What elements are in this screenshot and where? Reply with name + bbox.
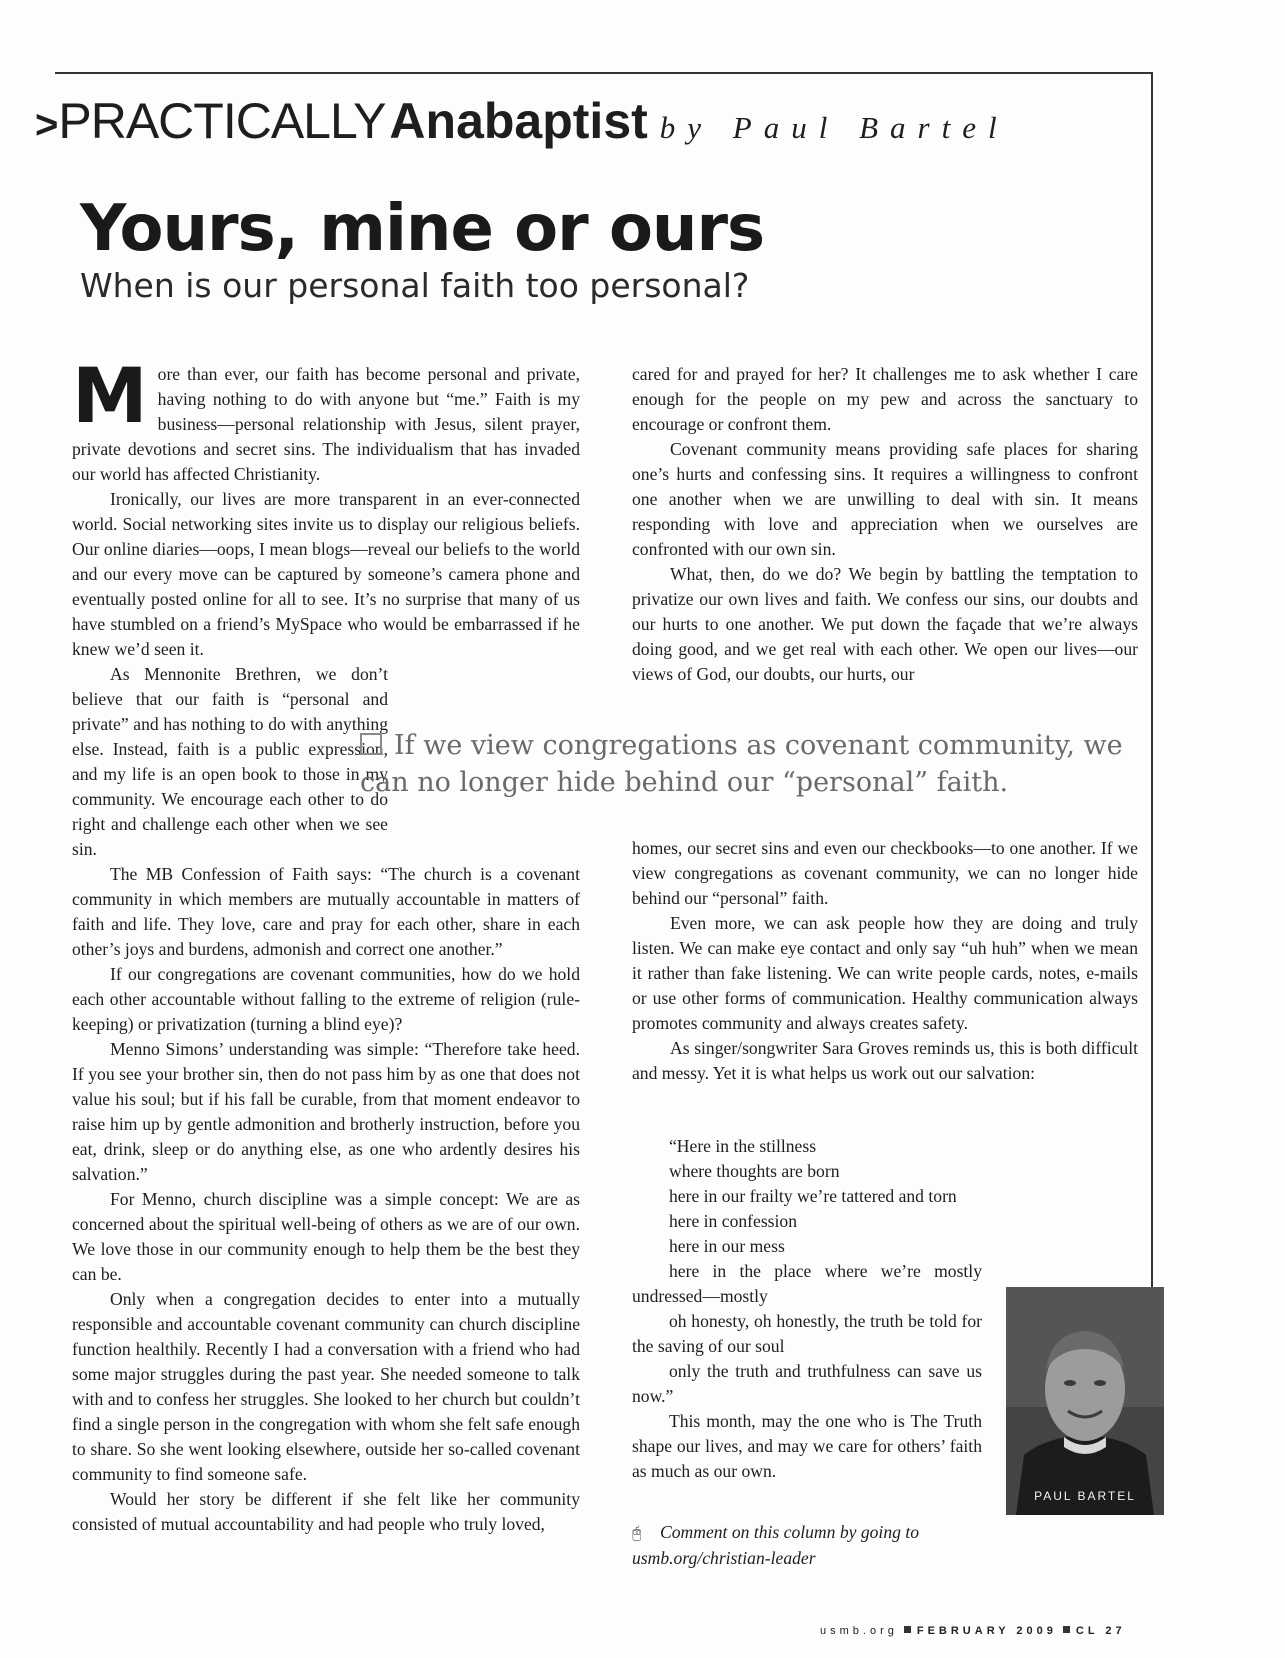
paragraph: As Mennonite Brethren, we don’t believe that our faith is “personal and private” and has nothing to do with anything else. Instead, faith is a public expression, and my life is an open book to those in my community. We encourage each other to do right and challenge each other when we see sin. [72, 662, 580, 862]
paragraph: The MB Confession of Faith says: “The church is a covenant community in which members are mutually accountable in matters of faith and life. They love, care and pray for each other, share in each other’s joys and burdens, admonish and correct one another.” [72, 864, 580, 959]
lyric-line: here in our mess [669, 1236, 785, 1256]
paragraph: Only when a congregation decides to enter into a mutually responsible and accountable covenant community can church discipline function healthily. Recently I had a conversation with a friend who had some major struggles during the past year. She needed someone to talk with and to confess her struggles. She looked to her church but couldn’t find a single person in the congregation with whom she felt safe enough to share. So she went looking elsewhere, outside her so-called covenant community to find someone safe. [72, 1289, 580, 1484]
footer-separator-icon [904, 1626, 911, 1633]
column-head [35, 92, 1009, 150]
page-footer [820, 1625, 1126, 1637]
column-title-bold: Anabaptist [389, 93, 648, 149]
paragraph: Menno Simons’ understanding was simple: “Therefore take heed. If you see your brother sin, then do not pass him by as one that does not value his soul; but if his fall be curable, from that moment endeavor to raise him up by gentle admonition and brotherly instruction, before you eat, drink, sleep or do anything else, as one who ardently desires his salvation.” [72, 1039, 580, 1184]
paragraph: As singer/songwriter Sara Groves reminds us, this is both difficult and messy. Yet it is what helps us work out our salvation: [632, 1038, 1138, 1083]
comment-text: Comment on this column by going to usmb.org/christian-leader [632, 1522, 920, 1568]
footer-page-number: CL 27 [1075, 1625, 1126, 1637]
footer-issue: FEBRUARY 2009 [916, 1625, 1057, 1637]
paragraph: If our congregations are covenant communities, how do we hold each other accountable without falling to the extreme of religion (rule-keeping) or privatization (turning a blind eye)? [72, 964, 580, 1034]
lyric-line: only the truth and truthfulness can save us now.” [632, 1361, 982, 1406]
body-column-right-top [632, 362, 1138, 687]
paragraph: homes, our secret sins and even our checkbooks—to one another. If we view congregations as covenant community, we can no longer hide behind our “personal” faith. [632, 838, 1138, 908]
pull-quote-box-icon [360, 733, 382, 755]
mouse-icon: 🖰 [632, 1525, 642, 1542]
paragraph: cared for and prayed for her? It challenges me to ask whether I care enough for the people on my pew and across the sanctuary to encourage or confront them. [632, 364, 1138, 434]
column-title-light: PRACTICALLY [58, 93, 386, 149]
top-rule [55, 72, 1152, 74]
paragraph: Would her story be different if she felt like her community consisted of mutual accountability and had people who truly loved, [72, 1489, 580, 1534]
lyric-line: here in confession [669, 1211, 798, 1231]
lyric-line: here in the place where we’re mostly undressed—mostly [632, 1261, 982, 1306]
pull-quote: If we view congregations as covenant community, we can no longer hide behind our “personal” faith. [360, 730, 1123, 798]
paragraph: For Menno, church discipline was a simple concept: We are as concerned about the spiritual well-being of others as we are of our own. We love those in our community enough to help them be the best they can be. [72, 1189, 580, 1284]
footer-site: usmb.org [820, 1625, 898, 1637]
right-rule [1151, 72, 1153, 1297]
body-column-right-bottom [632, 836, 1138, 1086]
paragraph: Covenant community means providing safe places for sharing one’s hurts and confessing sins. It requires a willingness to confront one another when we are unwilling to deal with sin. It means responding with love and appreciation when we ourselves are confronted with our own sin. [632, 439, 1138, 559]
deck: When is our personal faith too personal? [80, 266, 750, 305]
lyric-line: “Here in the stillness [669, 1136, 817, 1156]
author-photo [1006, 1287, 1164, 1515]
paragraph: More than ever, our faith has become personal and private, having nothing to do with anyone but “me.” Faith is my business—personal relationship with Jesus, silent prayer, private devotions and secret sins. The individualism that has invaded our world has affected Christianity. [72, 351, 580, 484]
author-portrait-image [1006, 1287, 1164, 1515]
paragraph: Even more, we can ask people how they are doing and truly listen. We can make eye contact and only say “uh huh” when we mean it rather than fake listening. We can write people cards, notes, e-mails or use other forms of communication. Healthy communication always promotes community and always creates safety. [632, 913, 1138, 1033]
drop-cap: M [72, 351, 148, 440]
paragraph: What, then, do we do? We begin by battling the temptation to privatize our own lives and faith. We confess our sins, our doubts and our hurts to one another. We put down the façade that we’re always doing good, and we get real with each other. We open our lives—our views of God, our doubts, our hurts, our [632, 564, 1138, 684]
closing-paragraph: This month, may the one who is The Truth shape our lives, and may we care for others’ faith as much as our own. [632, 1411, 982, 1481]
lyric-line: where thoughts are born [669, 1161, 840, 1181]
photo-caption: PAUL BARTEL [1034, 1489, 1136, 1503]
song-lyrics [632, 1134, 982, 1484]
lyric-line: oh honesty, oh honestly, the truth be told for the saving of our soul [632, 1311, 982, 1356]
headline: Yours, mine or ours [80, 192, 765, 266]
footer-separator-icon [1063, 1626, 1070, 1633]
comment-callout [632, 1520, 992, 1571]
column-arrow: > [35, 103, 59, 147]
paragraph: Ironically, our lives are more transparent in an ever-connected world. Social networking sites invite us to display our religious beliefs. Our online diaries—oops, I mean blogs—reveal our beliefs to the world and our every move can be captured by someone’s camera phone and eventually posted online for all to see. It’s no surprise that many of us have stumbled on a friend’s MySpace who would be embarrassed if he knew we’d seen it. [72, 489, 580, 659]
lyric-line: here in our frailty we’re tattered and torn [669, 1186, 957, 1206]
body-column-left [72, 351, 580, 1537]
byline: by Paul Bartel [659, 110, 1009, 145]
